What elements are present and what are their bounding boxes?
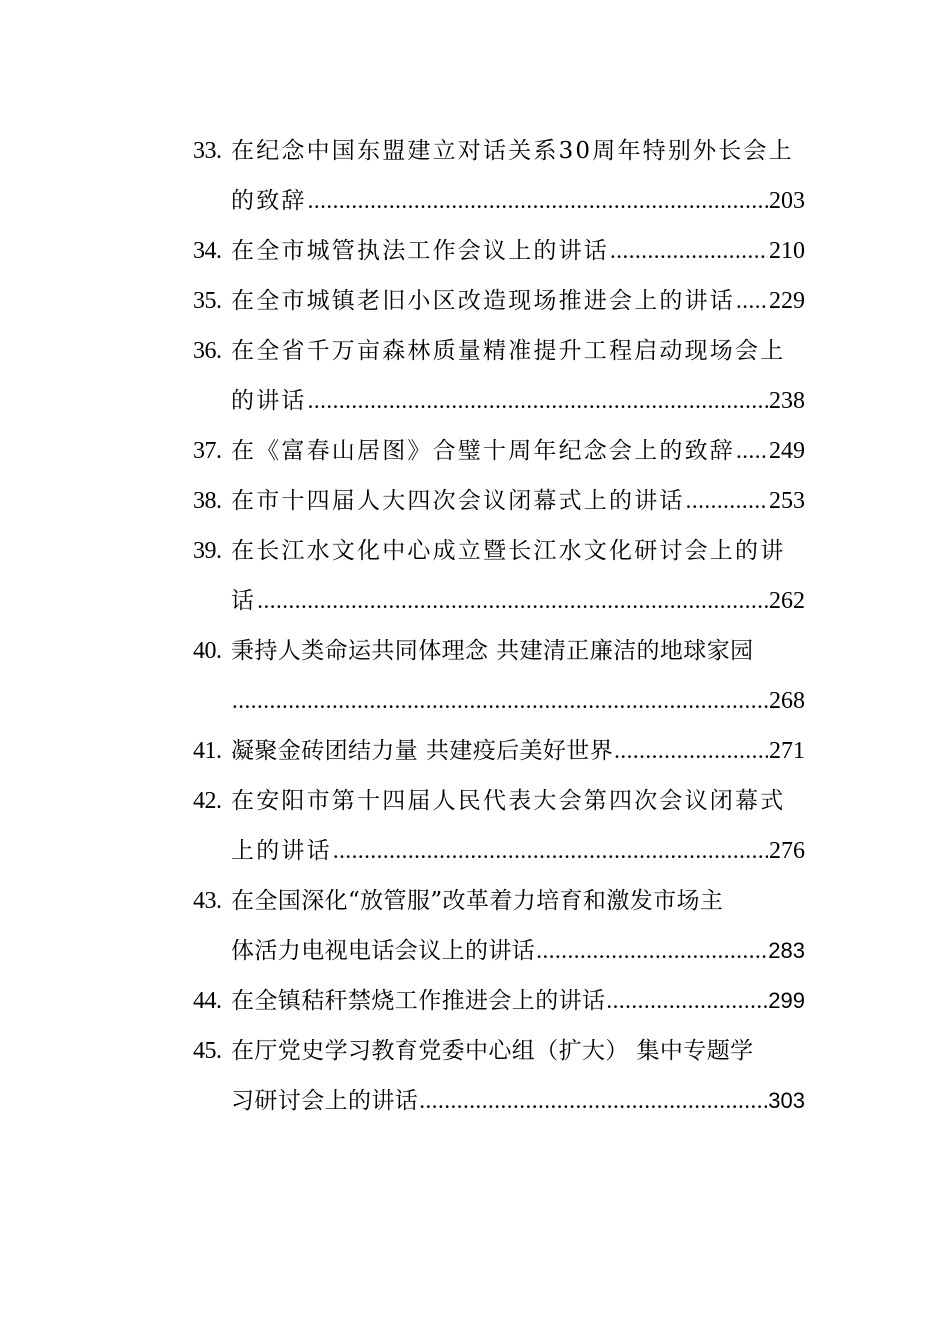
toc-entry-number: 35. xyxy=(193,288,222,314)
toc-entry-title: 在全市城管执法工作会议上的讲话 xyxy=(231,238,609,264)
toc-entry-number: 33. xyxy=(193,138,222,164)
dot-leader xyxy=(257,576,768,626)
dot-leader xyxy=(736,276,768,326)
toc-entry-39[interactable] xyxy=(193,526,805,576)
toc-page-number: 276 xyxy=(769,838,805,864)
dot-leader xyxy=(736,426,768,476)
toc-entry-number: 38. xyxy=(193,488,222,514)
dot-leader xyxy=(308,176,768,226)
toc-entry-number: 39. xyxy=(193,538,222,564)
dot-leader xyxy=(419,1076,767,1126)
toc-entry-44[interactable] xyxy=(193,976,805,1026)
toc-entry-title: 在市十四届人大四次会议闭幕式上的讲话 xyxy=(231,488,685,514)
toc-entry-title: 在全镇秸秆禁烧工作推进会上的讲话 xyxy=(231,988,606,1014)
toc-entry-title: 凝聚金砖团结力量 共建疫后美好世界 xyxy=(231,738,614,764)
toc-entry-title-continued: 的致辞 xyxy=(231,188,307,214)
toc-page-number: 203 xyxy=(769,188,805,214)
toc-entry-number: 42. xyxy=(193,788,222,814)
toc-entry-38[interactable] xyxy=(193,476,805,526)
dot-leader xyxy=(308,376,768,426)
table-of-contents xyxy=(193,126,805,1126)
toc-entry-number: 44. xyxy=(193,988,222,1014)
toc-page-number: 262 xyxy=(769,588,805,614)
toc-entry-title-continued: 习研讨会上的讲话 xyxy=(231,1088,419,1114)
toc-entry-number: 40. xyxy=(193,638,222,664)
toc-page-number: 283 xyxy=(768,938,805,963)
toc-entry-number: 36. xyxy=(193,338,222,364)
dot-leader xyxy=(232,676,768,726)
toc-entry-43-continued[interactable] xyxy=(193,926,805,976)
toc-entry-title-continued: 体活力电视电话会议上的讲话 xyxy=(231,938,536,964)
dot-leader xyxy=(606,976,767,1026)
toc-entry-33[interactable] xyxy=(193,126,805,176)
toc-entry-43[interactable] xyxy=(193,876,805,926)
toc-page-number: 229 xyxy=(769,288,805,314)
toc-page-number: 303 xyxy=(768,1088,805,1113)
toc-entry-title: 在全国深化“放管服”改革着力培育和激发市场主 xyxy=(231,888,724,914)
toc-entry-45-continued[interactable] xyxy=(193,1076,805,1126)
toc-entry-40[interactable] xyxy=(193,626,805,676)
toc-page-number: 268 xyxy=(769,688,805,714)
toc-entry-number: 41. xyxy=(193,738,222,764)
toc-entry-39-continued[interactable] xyxy=(193,576,805,626)
dot-leader xyxy=(614,726,768,776)
toc-entry-33-continued[interactable] xyxy=(193,176,805,226)
toc-page-number: 271 xyxy=(769,738,805,764)
dot-leader xyxy=(610,226,768,276)
toc-entry-title: 在长江水文化中心成立暨长江水文化研讨会上的讲 xyxy=(231,538,786,564)
toc-entry-title: 在安阳市第十四届人民代表大会第四次会议闭幕式 xyxy=(231,788,786,814)
toc-page-number: 238 xyxy=(769,388,805,414)
toc-entry-number: 43. xyxy=(193,888,222,914)
toc-entry-title: 在《富春山居图》合璧十周年纪念会上的致辞 xyxy=(231,438,735,464)
toc-entry-45[interactable] xyxy=(193,1026,805,1076)
toc-entry-42-continued[interactable] xyxy=(193,826,805,876)
toc-page-number: 299 xyxy=(768,988,805,1013)
toc-entry-title: 在厅党史学习教育党委中心组（扩大） 集中专题学 xyxy=(231,1038,754,1064)
toc-entry-number: 37. xyxy=(193,438,222,464)
toc-entry-37[interactable] xyxy=(193,426,805,476)
toc-entry-title-continued: 话 xyxy=(231,588,257,614)
toc-entry-35[interactable] xyxy=(193,276,805,326)
toc-entry-34[interactable] xyxy=(193,226,805,276)
toc-entry-number: 45. xyxy=(193,1038,222,1064)
toc-entry-title: 秉持人类命运共同体理念 共建清正廉洁的地球家园 xyxy=(231,638,754,664)
toc-entry-title: 在全省千万亩森林质量精准提升工程启动现场会上 xyxy=(231,338,786,364)
toc-entry-41[interactable] xyxy=(193,726,805,776)
toc-page-number: 249 xyxy=(769,438,805,464)
toc-page-number: 210 xyxy=(769,238,805,264)
toc-page-number: 253 xyxy=(769,488,805,514)
toc-entry-42[interactable] xyxy=(193,776,805,826)
toc-entry-number: 34. xyxy=(193,238,222,264)
toc-entry-36-continued[interactable] xyxy=(193,376,805,426)
dot-leader xyxy=(536,926,767,976)
toc-entry-title: 在纪念中国东盟建立对话关系30周年特别外长会上 xyxy=(231,138,794,164)
toc-entry-title-continued: 上的讲话 xyxy=(231,838,332,864)
toc-entry-40-continued[interactable] xyxy=(193,676,805,726)
toc-entry-title: 在全市城镇老旧小区改造现场推进会上的讲话 xyxy=(231,288,735,314)
dot-leader xyxy=(686,476,768,526)
toc-entry-title-continued: 的讲话 xyxy=(231,388,307,414)
toc-entry-36[interactable] xyxy=(193,326,805,376)
dot-leader xyxy=(333,826,768,876)
